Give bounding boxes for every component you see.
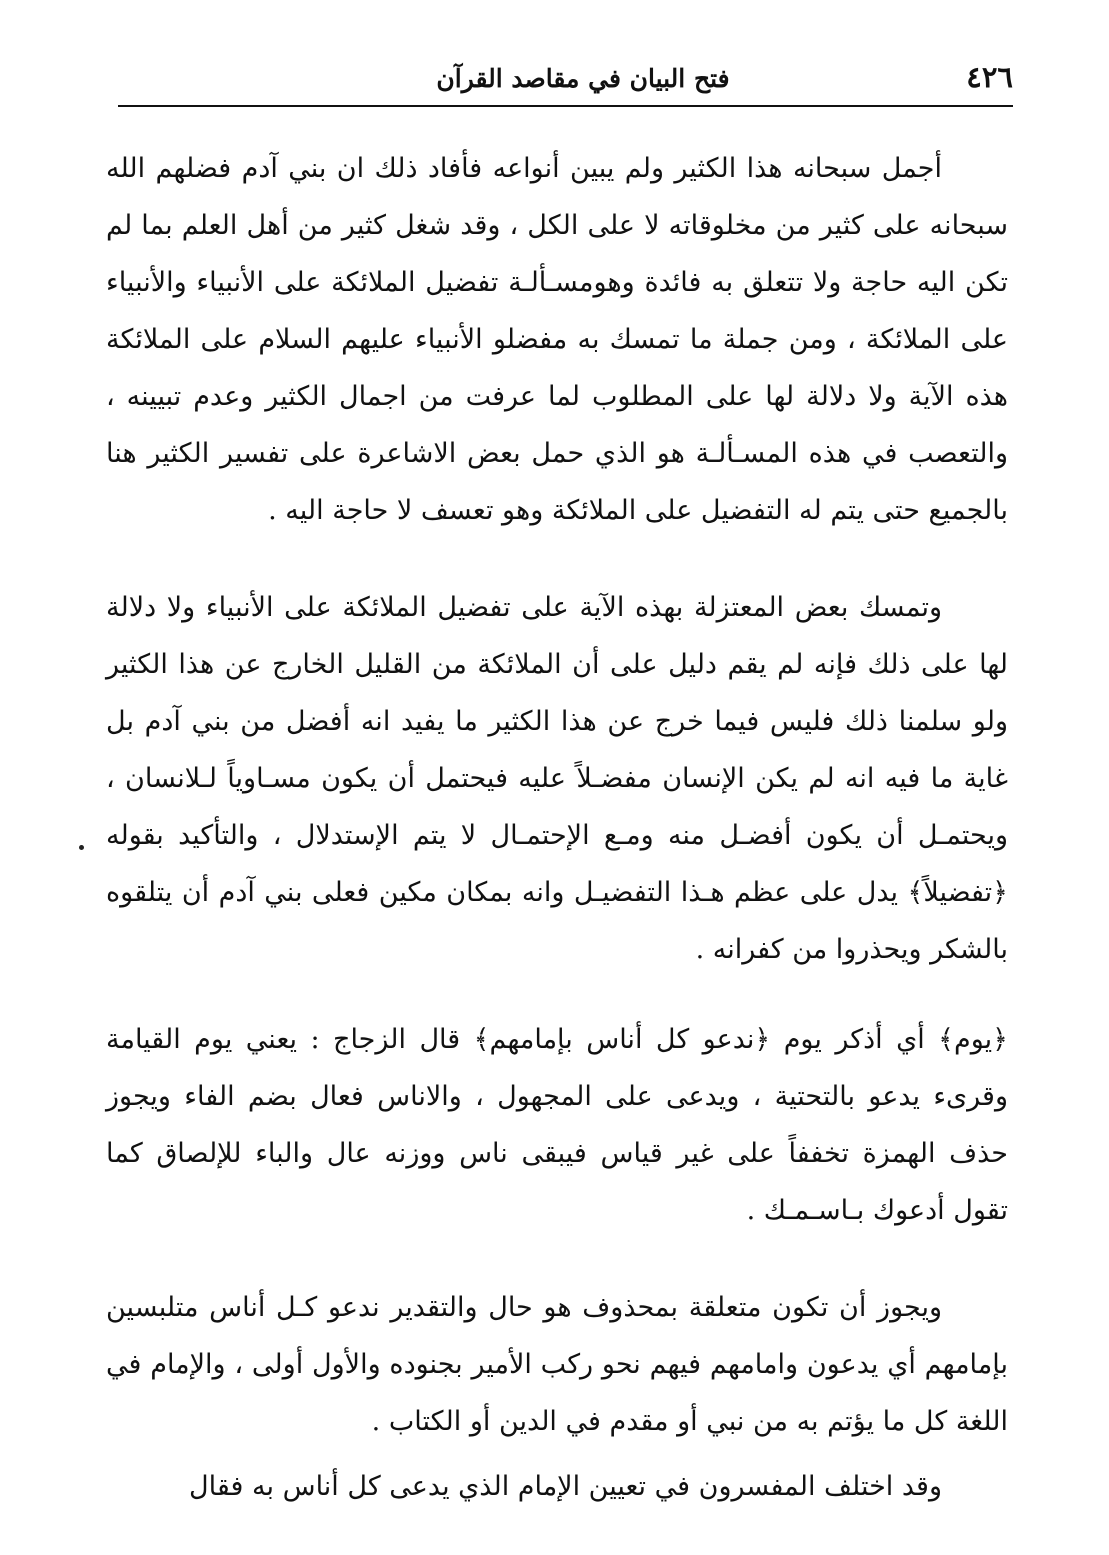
paragraph: ﴿يوم﴾ أي أذكر يوم ﴿ندعو كل أناس بإمامهم﴾ قال الزجاج : يعني يوم القيامة وقرىء يدعو بالتحتية ، ويدعى على المجهول ، والاناس فعال بضم الفاء ويجوز حذف الهمزة تخففاً على غير قياس فيبقى ناس ووزنه عال والباء للإلصاق كما تقول أدعوك بـاسـمـك . <box>106 1024 1008 1226</box>
running-title: فتح البيان في مقاصد القرآن <box>436 64 730 93</box>
header-rule <box>118 105 1013 107</box>
paragraph: وتمسك بعض المعتزلة بهذه الآية على تفضيل الملائكة على الأنبياء ولا دلالة لها على ذلك فإنه لم يقم دليل على أن الملائكة من القليل الخارج عن هذا الكثير ولو سلمنا ذلك فليس فيما خرج عن هذا الكثير ما يفيد انه أفضل من بني آدم بل غاية ما فيه انه لم يكن الإنسان مفضـلاً عليه فيحتمل أن يكون مسـاوياً لـلانسان ، ويحتمـل أن يكون أفضـل منه ومـع الإحتمـال لا يتم الإستدلال ، والتأكيد بقوله ﴿تفضيلاً﴾ يدل على عظم هـذا التفضيـل وانه بمكان مكين فعلى بني آدم أن يتلقوه بالشكر ويحذروا من كفرانه . <box>106 592 1008 965</box>
paragraph: وقد اختلف المفسرون في تعيين الإمام الذي يدعى كل أناس به فقال <box>189 1471 942 1502</box>
page-header <box>118 58 1013 102</box>
body-text <box>106 140 1008 1515</box>
paragraph: ويجوز أن تكون متعلقة بمحذوف هو حال والتقدير ندعو كـل أناس متلبسين بإمامهم أي يدعون وامامهم فيهم نحو ركب الأمير بجنوده والأول أولى ، والإمام في اللغة كل ما يؤتم به من نبي أو مقدم في الدين أو الكتاب . <box>106 1292 1008 1437</box>
paragraph: أجمل سبحانه هذا الكثير ولم يبين أنواعه فأفاد ذلك ان بني آدم فضلهم الله سبحانه على كثير من مخلوقاته لا على الكل ، وقد شغل كثير من أهل العلم بما لم تكن اليه حاجة ولا تتعلق به فائدة وهومسـألـة تفضيل الملائكة على الأنبياء والأنبياء على الملائكة ، ومن جملة ما تمسك به مفضلو الأنبياء عليهم السلام على الملائكة هذه الآية ولا دلالة لها على المطلوب لما عرفت من اجمال الكثير وعدم تبيينه ، والتعصب في هذه المسـألـة هو الذي حمل بعض الاشاعرة على تفسير الكثير هنا بالجميع حتى يتم له التفضيل على الملائكة وهو تعسف لا حاجة اليه . <box>106 153 1008 526</box>
margin-dot <box>79 845 84 850</box>
page-number: ٤٢٦ <box>966 60 1013 94</box>
